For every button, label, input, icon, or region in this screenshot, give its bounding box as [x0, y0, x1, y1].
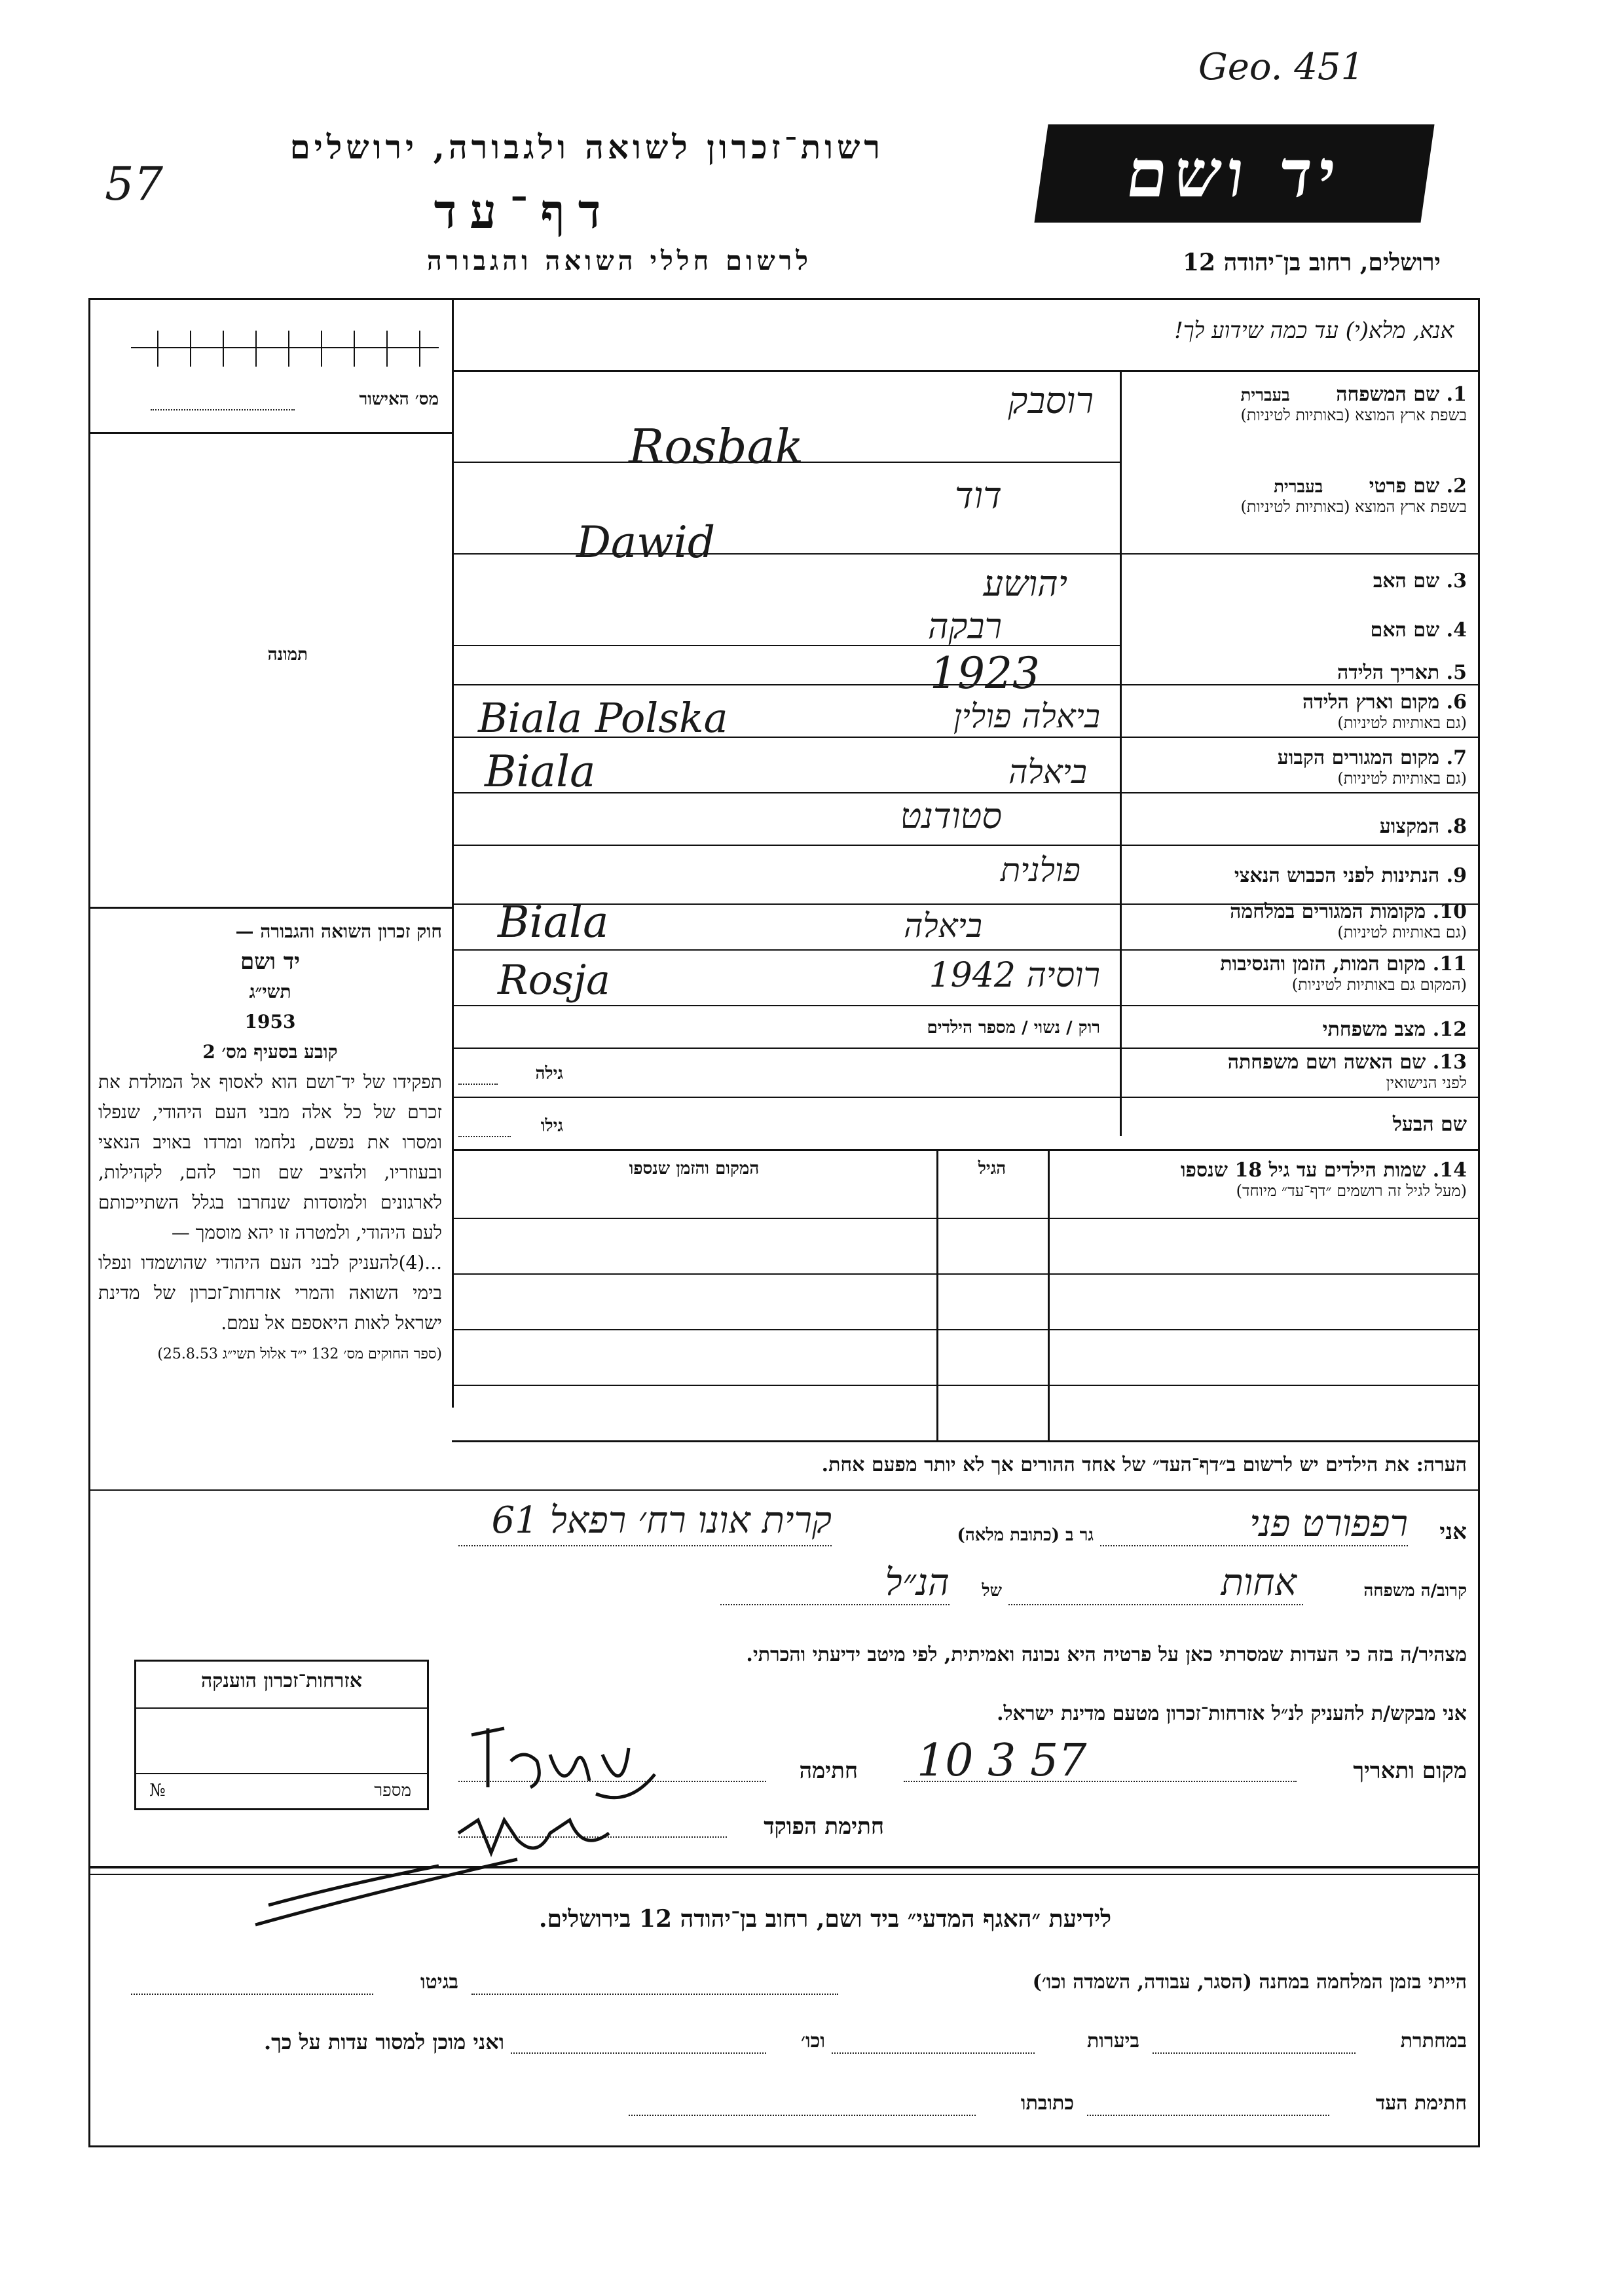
- field-birth-date: 5. תאריך הלידה: [1337, 661, 1467, 684]
- officer-signature-label: חתימת הפוקד: [764, 1813, 884, 1840]
- field-nationality: 9. הנתינות לפני הכבוש הנאצי: [1234, 864, 1467, 887]
- registration-label: מס׳ האישור: [359, 390, 439, 409]
- birth-place-hebrew-value: ביאלה פולין: [953, 697, 1100, 735]
- birth-date-value: 1923: [930, 648, 1040, 699]
- husband-age-label: גילו: [540, 1116, 563, 1136]
- field-marital-status: 12. מצב משפחתי: [1322, 1018, 1467, 1041]
- signature-date-value: 10 3 57: [917, 1735, 1087, 1787]
- form-title: דף־עד: [434, 183, 614, 239]
- request-text: אני מבקש/ת להעניק לנ״ל אזרחות־זכרון מטעם מדינת ישראל.: [997, 1702, 1467, 1725]
- field-profession: 8. המקצוע: [1379, 815, 1467, 838]
- field-wartime-residence: 10. מקומות המגורים במלחמה (גם באותיות לטיניות): [1230, 900, 1467, 941]
- declarant-address-label: גר ב (כתובת מלאה): [957, 1525, 1094, 1545]
- field-surname: 1. שם המשפחה בעברית בשפת ארץ המוצא (באותיות לטיניות): [1240, 383, 1467, 424]
- children-age-header: הגיל: [978, 1159, 1006, 1178]
- children-place-header: המקום והזמן שנספו: [629, 1159, 760, 1178]
- certificate-box: [134, 1660, 429, 1810]
- instructions: אנא, מלא(י) עד כמה שידוע לך!: [1174, 318, 1454, 344]
- nationality-value: פולנית: [1000, 851, 1080, 889]
- wartime-residence-latin-value: Biala: [498, 897, 609, 947]
- field-mother-name: 4. שם האם: [1370, 619, 1467, 642]
- declarant-name: רפפורט פני: [1249, 1503, 1408, 1545]
- relation-value: אחות: [1221, 1561, 1297, 1604]
- field-father-name: 3. שם האב: [1373, 570, 1467, 592]
- field-death-place: 11. מקום המות, הזמן והנסיבות (המקום גם באותיות לטיניות): [1220, 953, 1467, 994]
- field-husband-name: שם הבעל: [1392, 1113, 1467, 1136]
- certificate-number-mark: №: [149, 1781, 166, 1800]
- footer-testimony-text: ואני מוכן למסור עדות על כך.: [263, 2030, 504, 2054]
- yad-vashem-logo: [1034, 124, 1434, 223]
- field-residence: 7. מקום המגורים הקבוע (גם באותיות לטיניות): [1277, 746, 1467, 788]
- profession-value: סטודנט: [900, 795, 1002, 837]
- footer-line1: הייתי בזמן המלחמה במחנה (הסגר, עבודה, השמדה וכו׳): [1032, 1971, 1467, 1994]
- place-date-label: מקום ותאריך: [1353, 1758, 1467, 1784]
- footer-address-label: כתובתו: [1020, 2092, 1074, 2115]
- form-subtitle: לרשום חללי השואה והגבורה: [426, 246, 812, 276]
- margin-number: 57: [105, 157, 164, 211]
- death-place-hebrew-value: רוסיה 1942: [929, 956, 1100, 995]
- wartime-residence-hebrew-value: ביאלה: [904, 907, 982, 945]
- children-header: 14. שמות הילדים עד גיל 18 שנספו (מעל לגיל זה רושמים ״דף־עד״ מיוחד): [1180, 1159, 1467, 1200]
- residence-latin-value: Biala: [485, 746, 596, 797]
- residence-hebrew-value: ביאלה: [1008, 753, 1087, 791]
- field-birth-place: 6. מקום וארץ הלידה (גם באותיות לטיניות): [1302, 691, 1467, 732]
- logo-text: יד ושם: [1121, 135, 1348, 212]
- of-name-value: הנ״ל: [885, 1561, 950, 1604]
- photo-label: תמונה: [267, 645, 308, 665]
- surname-hebrew-value: רוסבק: [1008, 380, 1094, 422]
- header-address: ירושלים, רחוב בן־יהודה 12: [1182, 249, 1441, 276]
- footer-heading: לידיעת ״האגף המדעי״ ביד ושם, רחוב בן־יהודה 12 בירושלים.: [538, 1905, 1112, 1933]
- footer-etc-label: וכו׳: [801, 2030, 825, 2052]
- father-name-value: יהושע: [983, 563, 1067, 604]
- field-wife-name: 13. שם האשה ושם משפחתה לפני הנישואין: [1227, 1051, 1467, 1092]
- surname-latin-value: Rosbak: [629, 419, 804, 474]
- birth-place-latin-value: Biala Polska: [478, 694, 728, 742]
- field-first-name: 2. שם פרטי בעברית בשפת ארץ המוצא (באותיות לטיניות): [1240, 475, 1467, 516]
- footer-witness-signature-label: חתימת העד: [1375, 2092, 1467, 2115]
- org-line: רשות־זכרון לשואה ולגבורה, ירושלים: [289, 128, 884, 166]
- wife-age-label: גילה: [535, 1064, 563, 1084]
- footer-forests-label: ביערות: [1086, 2030, 1139, 2052]
- death-place-latin-value: Rosja: [498, 956, 611, 1004]
- law-text-block: חוק זכרון השואה והגבורה — יד ושם תשי״ג 1953 קובע בסעיף מס׳ 2 תפקידו של יד־ושם הוא לאסוף אל המולדת את זכרם של כל אלה מבני העם היהודי, שנפלו ומסרו את נפשם, נלחמו ומרדו באויב הנאצי ובעוזריו, ולהציב שם וזכר להם, לקהילות, לארגונים ולמוסדות שנחרבו בגלל השתייכותם לעם היהודי, ולמטרה זו יהא מוסמך — ...(4)להעניק לבני העם היהודי שהושמדו ונפלו בימי השואה והמרי אזרחות־זכרון של מדינת ישראל לאות היאספם אל עמם. (ספר החוקים מס׳ 132 י״ד אלול תשי״ג 25.8.53): [98, 920, 442, 1362]
- archive-number: Geo. 451: [1198, 46, 1365, 88]
- certificate-box-title: אזרחות־זכרון הוענקה: [200, 1669, 363, 1692]
- certificate-number-label: מספר: [374, 1781, 411, 1800]
- declaration-text: מצהיר/ה בזה כי העדות שמסרתי כאן על פרטיה היא נכונה ואמיתית, לפי מיטב ידיעתי והכרתי.: [746, 1643, 1467, 1666]
- relative-label: קרוב/ה משפחה: [1363, 1581, 1467, 1601]
- declarant-ani-label: אני: [1439, 1519, 1467, 1545]
- first-name-latin-value: Dawid: [576, 517, 716, 568]
- footer-ghetto-label: בגיטו: [420, 1971, 458, 1994]
- first-name-hebrew-value: דוד: [954, 475, 1002, 517]
- of-label: של: [982, 1581, 1002, 1601]
- marital-status-options: רוק / נשוי / מספר הילדים: [927, 1018, 1100, 1038]
- children-note: הערה: את הילדים יש לרשום ב״דף־העד״ של אחד ההורים אך לא יותר מפעם אחת.: [821, 1453, 1467, 1476]
- footer-underground-label: במחתרת: [1400, 2030, 1467, 2052]
- signature-label: חתימה: [799, 1758, 858, 1784]
- mother-name-value: רבקה: [927, 606, 1002, 647]
- declarant-signature: [458, 1709, 668, 1807]
- declarant-address: קרית אונו רח׳ רפאל 61: [491, 1499, 832, 1542]
